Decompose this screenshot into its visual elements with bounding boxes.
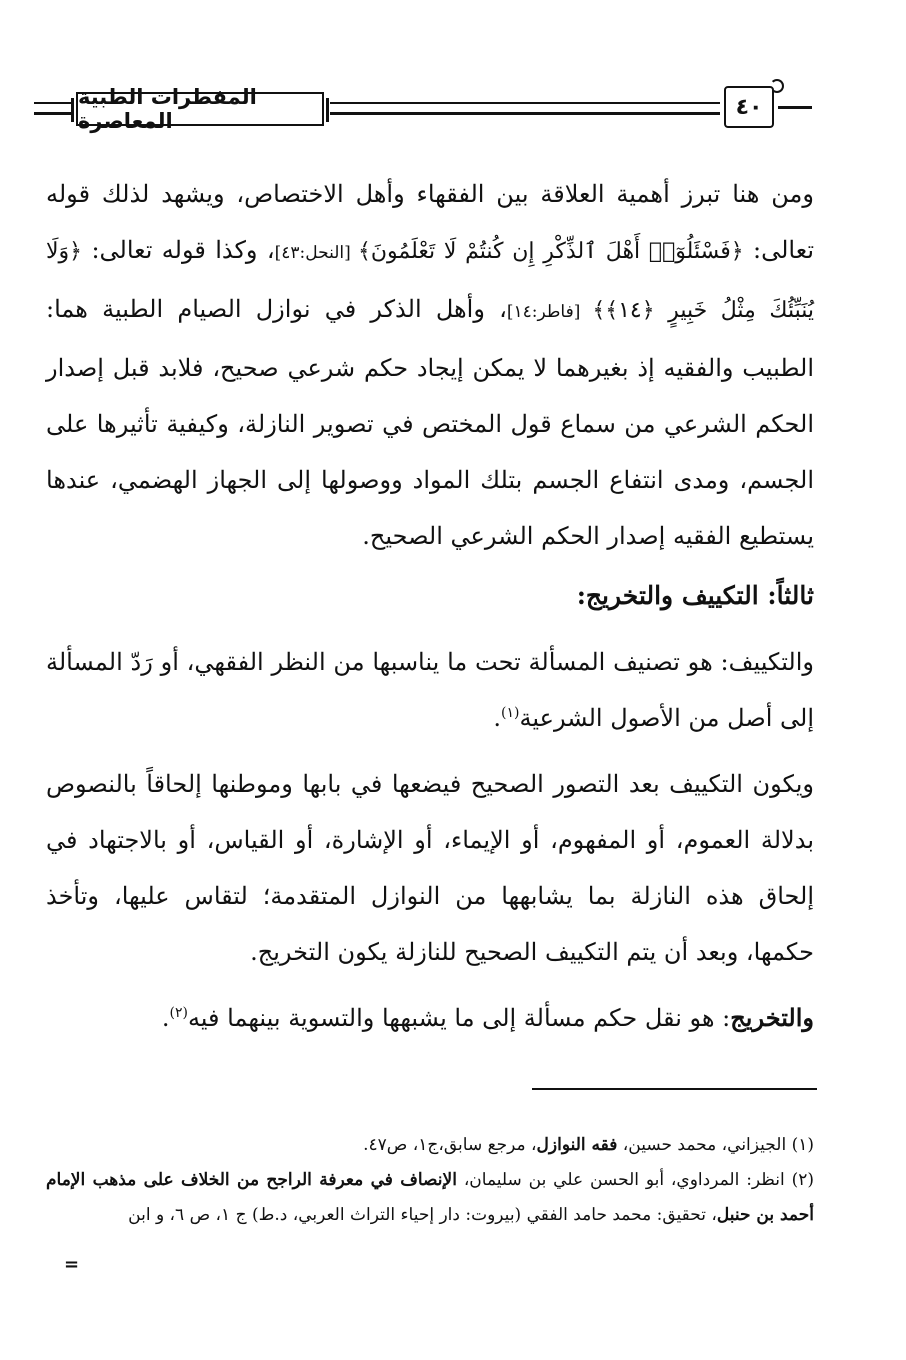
- footnote-1: [46, 1128, 814, 1163]
- verse-2-reference: [فاطر:١٤]: [506, 302, 593, 322]
- paragraph-2-text: والتكييف: هو تصنيف المسألة تحت ما يناسبها من النظر الفقهي، أو رَدّ المسألة إلى أصل من الأصول الشرعية: [46, 648, 814, 732]
- paragraph-3: ويكون التكييف بعد التصور الصحيح فيضعها في بابها وموطنها إلحاقاً بالنصوص بدلالة العموم، أو المفهوم، أو الإيماء، أو الإشارة، أو القياس، أو بالاجتهاد في إلحاق هذه النازلة بما يشابهها من النوازل المتقدمة؛ لتقاس عليها، وتأخذ حكمها، وبعد أن يتم التكييف الصحيح للنازلة يكون التخريج.: [46, 770, 814, 966]
- footnote-2-number: (٢): [784, 1170, 814, 1190]
- header-rule-mid-bottom: [330, 112, 720, 115]
- footnote-1-rest: ، مرجع سابق،ج١، ص٤٧.: [363, 1135, 537, 1155]
- footnote-2-text: انظر: المرداوي، أبو الحسن علي بن سليمان،: [456, 1170, 785, 1190]
- footnote-separator: [532, 1088, 817, 1090]
- header-rule-right: [778, 106, 812, 109]
- header-rule-left-bottom: [34, 112, 72, 115]
- paragraph-1-text-c: ، وأهل الذكر في نوازل الصيام الطبية هما: الطبيب والفقيه إذ بغيرهما لا يمكن إيجاد حكم شرعي صحيح، فلابد قبل إصدار الحكم الشرعي من سماع قول المختص في تصوير النازلة، وكيفية تأثيرها على الجسم، ومدى انتفاع الجسم بتلك المواد ووصولها إلى الجهاز الهضمي، عندها يستطيع الفقيه إصدار الحكم الشرعي الصحيح.: [46, 295, 814, 550]
- continuation-mark: =: [64, 1254, 80, 1275]
- paragraph-4-text: : هو نقل حكم مسألة إلى ما يشبهها والتسوية بينهما فيه: [187, 1004, 731, 1032]
- main-text: [46, 166, 814, 1046]
- paragraph-1: [46, 166, 814, 564]
- footnote-1-text: الجيزاني، محمد حسين،: [617, 1135, 787, 1155]
- running-title: المفطرات الطبية المعاصرة: [76, 92, 324, 126]
- paragraph-4-end: .: [161, 1004, 170, 1032]
- header-rule-left-top: [34, 102, 72, 104]
- paragraph-1-text-a: ومن هنا تبرز أهمية العلاقة بين الفقهاء وأهل الاختصاص، ويشهد لذلك قوله تعالى:: [46, 180, 814, 264]
- quran-verse-1: ﴿فَسْئَلُوٓا۟ أَهْلَ ٱلذِّكْرِ إِن كُنتُمْ لَا تَعْلَمُونَ﴾: [357, 239, 744, 264]
- verse-1-reference: [النحل:٤٣]: [274, 243, 358, 263]
- footnote-2-rest: ، تحقيق: محمد حامد الفقي (بيروت: دار إحياء التراث العربي، د.ط) ج ١، ص ٦، و ابن: [128, 1205, 717, 1225]
- footnote-2: [46, 1163, 814, 1233]
- paragraph-1-text-b: ، وكذا قوله تعالى:: [82, 236, 275, 264]
- footnote-ref-2: (٢): [169, 1005, 188, 1021]
- section-heading: ثالثاً: التكييف والتخريج:: [576, 581, 814, 610]
- footnote-2-book-title: الإنصاف في معرفة الراجح من الخلاف على مذهب الإمام أحمد بن حنبل: [46, 1170, 814, 1225]
- page-number: ٤٠: [724, 86, 774, 128]
- footnote-1-book-title: فقه النوازل: [536, 1135, 618, 1155]
- paragraph-4: [46, 990, 814, 1046]
- footnotes: [46, 1128, 814, 1233]
- footnote-ref-1: (١): [501, 705, 520, 721]
- quran-verse-2: ﴿وَلَا يُنَبِّئُكَ مِثْلُ خَبِيرٍ ﴿١٤﴾﴾: [46, 239, 814, 323]
- paragraph-2: [46, 634, 814, 746]
- header-rule-mid-top: [330, 102, 720, 104]
- page-header: [0, 70, 906, 150]
- term-takhrij: والتخريج: [730, 1003, 814, 1032]
- footnote-1-number: (١): [786, 1135, 814, 1155]
- paragraph-2-end: .: [493, 704, 502, 732]
